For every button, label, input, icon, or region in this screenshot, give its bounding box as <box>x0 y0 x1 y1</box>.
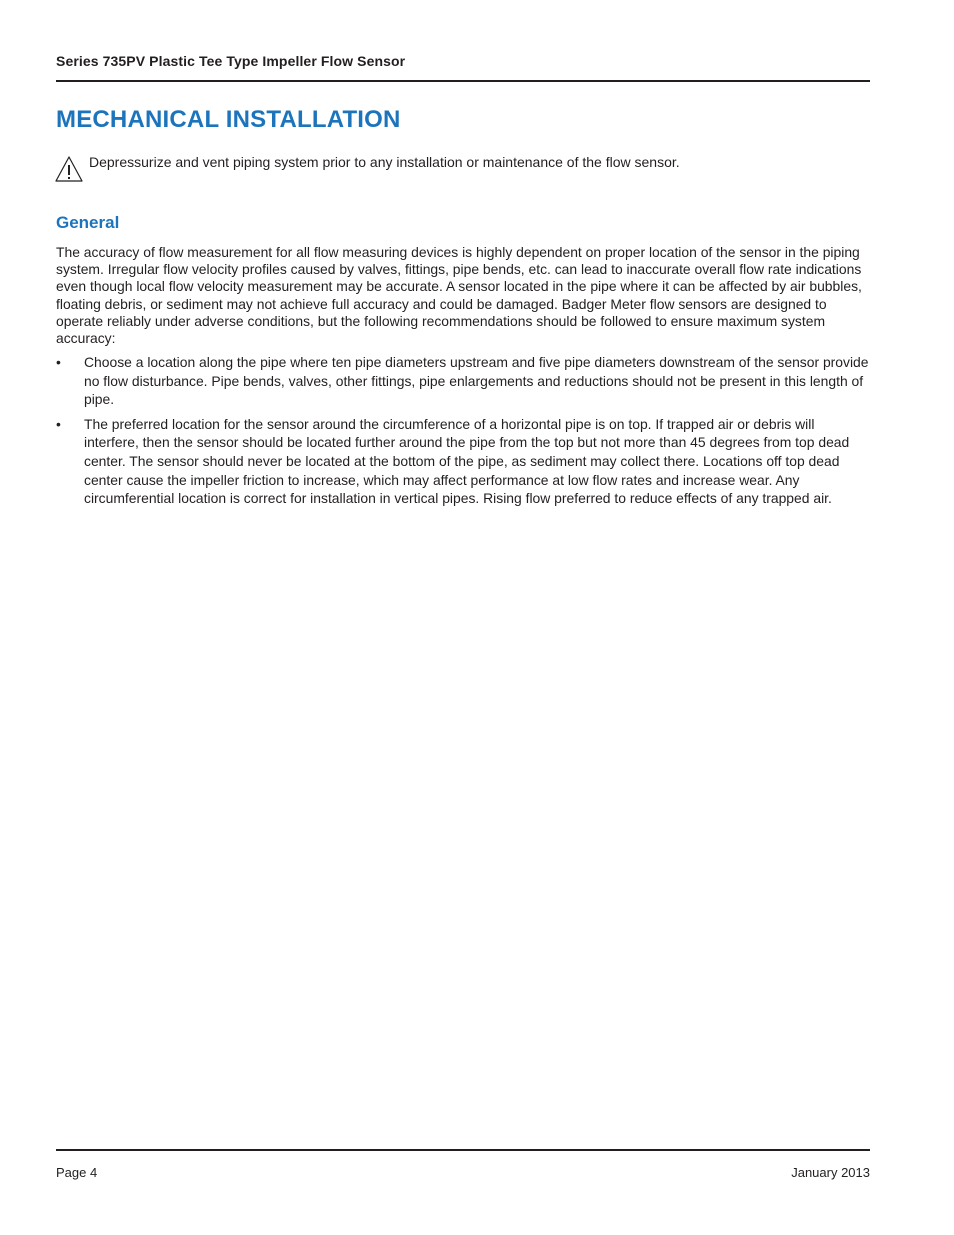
section-title: MECHANICAL INSTALLATION <box>56 106 401 133</box>
footer-divider <box>56 1149 870 1151</box>
list-item-text: The preferred location for the sensor around the circumference of a horizontal pipe is on top. If trapped air or debris will interfere, then the sensor should be located further around the pipe from the top but not more than 45 degrees from top dead center. The sensor should never be located at the bottom of the pipe, as sediment may collect there. Locations off top dead center cause the impeller friction to increase, which may affect performance at low flow rates and increase wear. Any circumferential location is correct for installation in vertical pipes. Rising flow preferred to reduce effects of any trapped air. <box>84 415 850 507</box>
recommendation-list <box>56 353 870 514</box>
subsection-title-general: General <box>56 213 120 232</box>
list-item <box>56 415 870 508</box>
publication-date: January 2013 <box>791 1165 870 1180</box>
list-item <box>56 353 870 409</box>
intro-paragraph: The accuracy of flow measurement for all flow measuring devices is highly dependent on proper location of the sensor in the piping system. Irregular flow velocity profiles caused by valves, fittings, pipe bends, etc. can lead to inaccurate overall flow rate indications even though local flow velocity measurement may be accurate. A sensor located in the pipe where it can be affected by air bubbles, floating debris, or sediment may not achieve full accuracy and could be damaged. Badger Meter flow sensors are designed to operate reliably under adverse conditions, but the following recommendations should be followed to ensure maximum system accuracy: <box>56 244 862 347</box>
page-number: Page 4 <box>56 1165 98 1180</box>
bullet-marker: • <box>56 415 61 432</box>
warning-triangle-icon <box>55 155 83 183</box>
warning-text: Depressurize and vent piping system prior to any installation or maintenance of the flow sensor. <box>89 154 680 170</box>
bullet-marker: • <box>56 354 61 370</box>
header-divider <box>56 80 870 82</box>
list-item-text: Choose a location along the pipe where ten pipe diameters upstream and five pipe diameters downstream of the sensor provide no flow disturbance. Pipe bends, valves, other fittings, pipe enlargements and reductions should not be present in this length of pipe. <box>84 354 869 408</box>
document-header-title: Series 735PV Plastic Tee Type Impeller Flow Sensor <box>56 53 406 69</box>
